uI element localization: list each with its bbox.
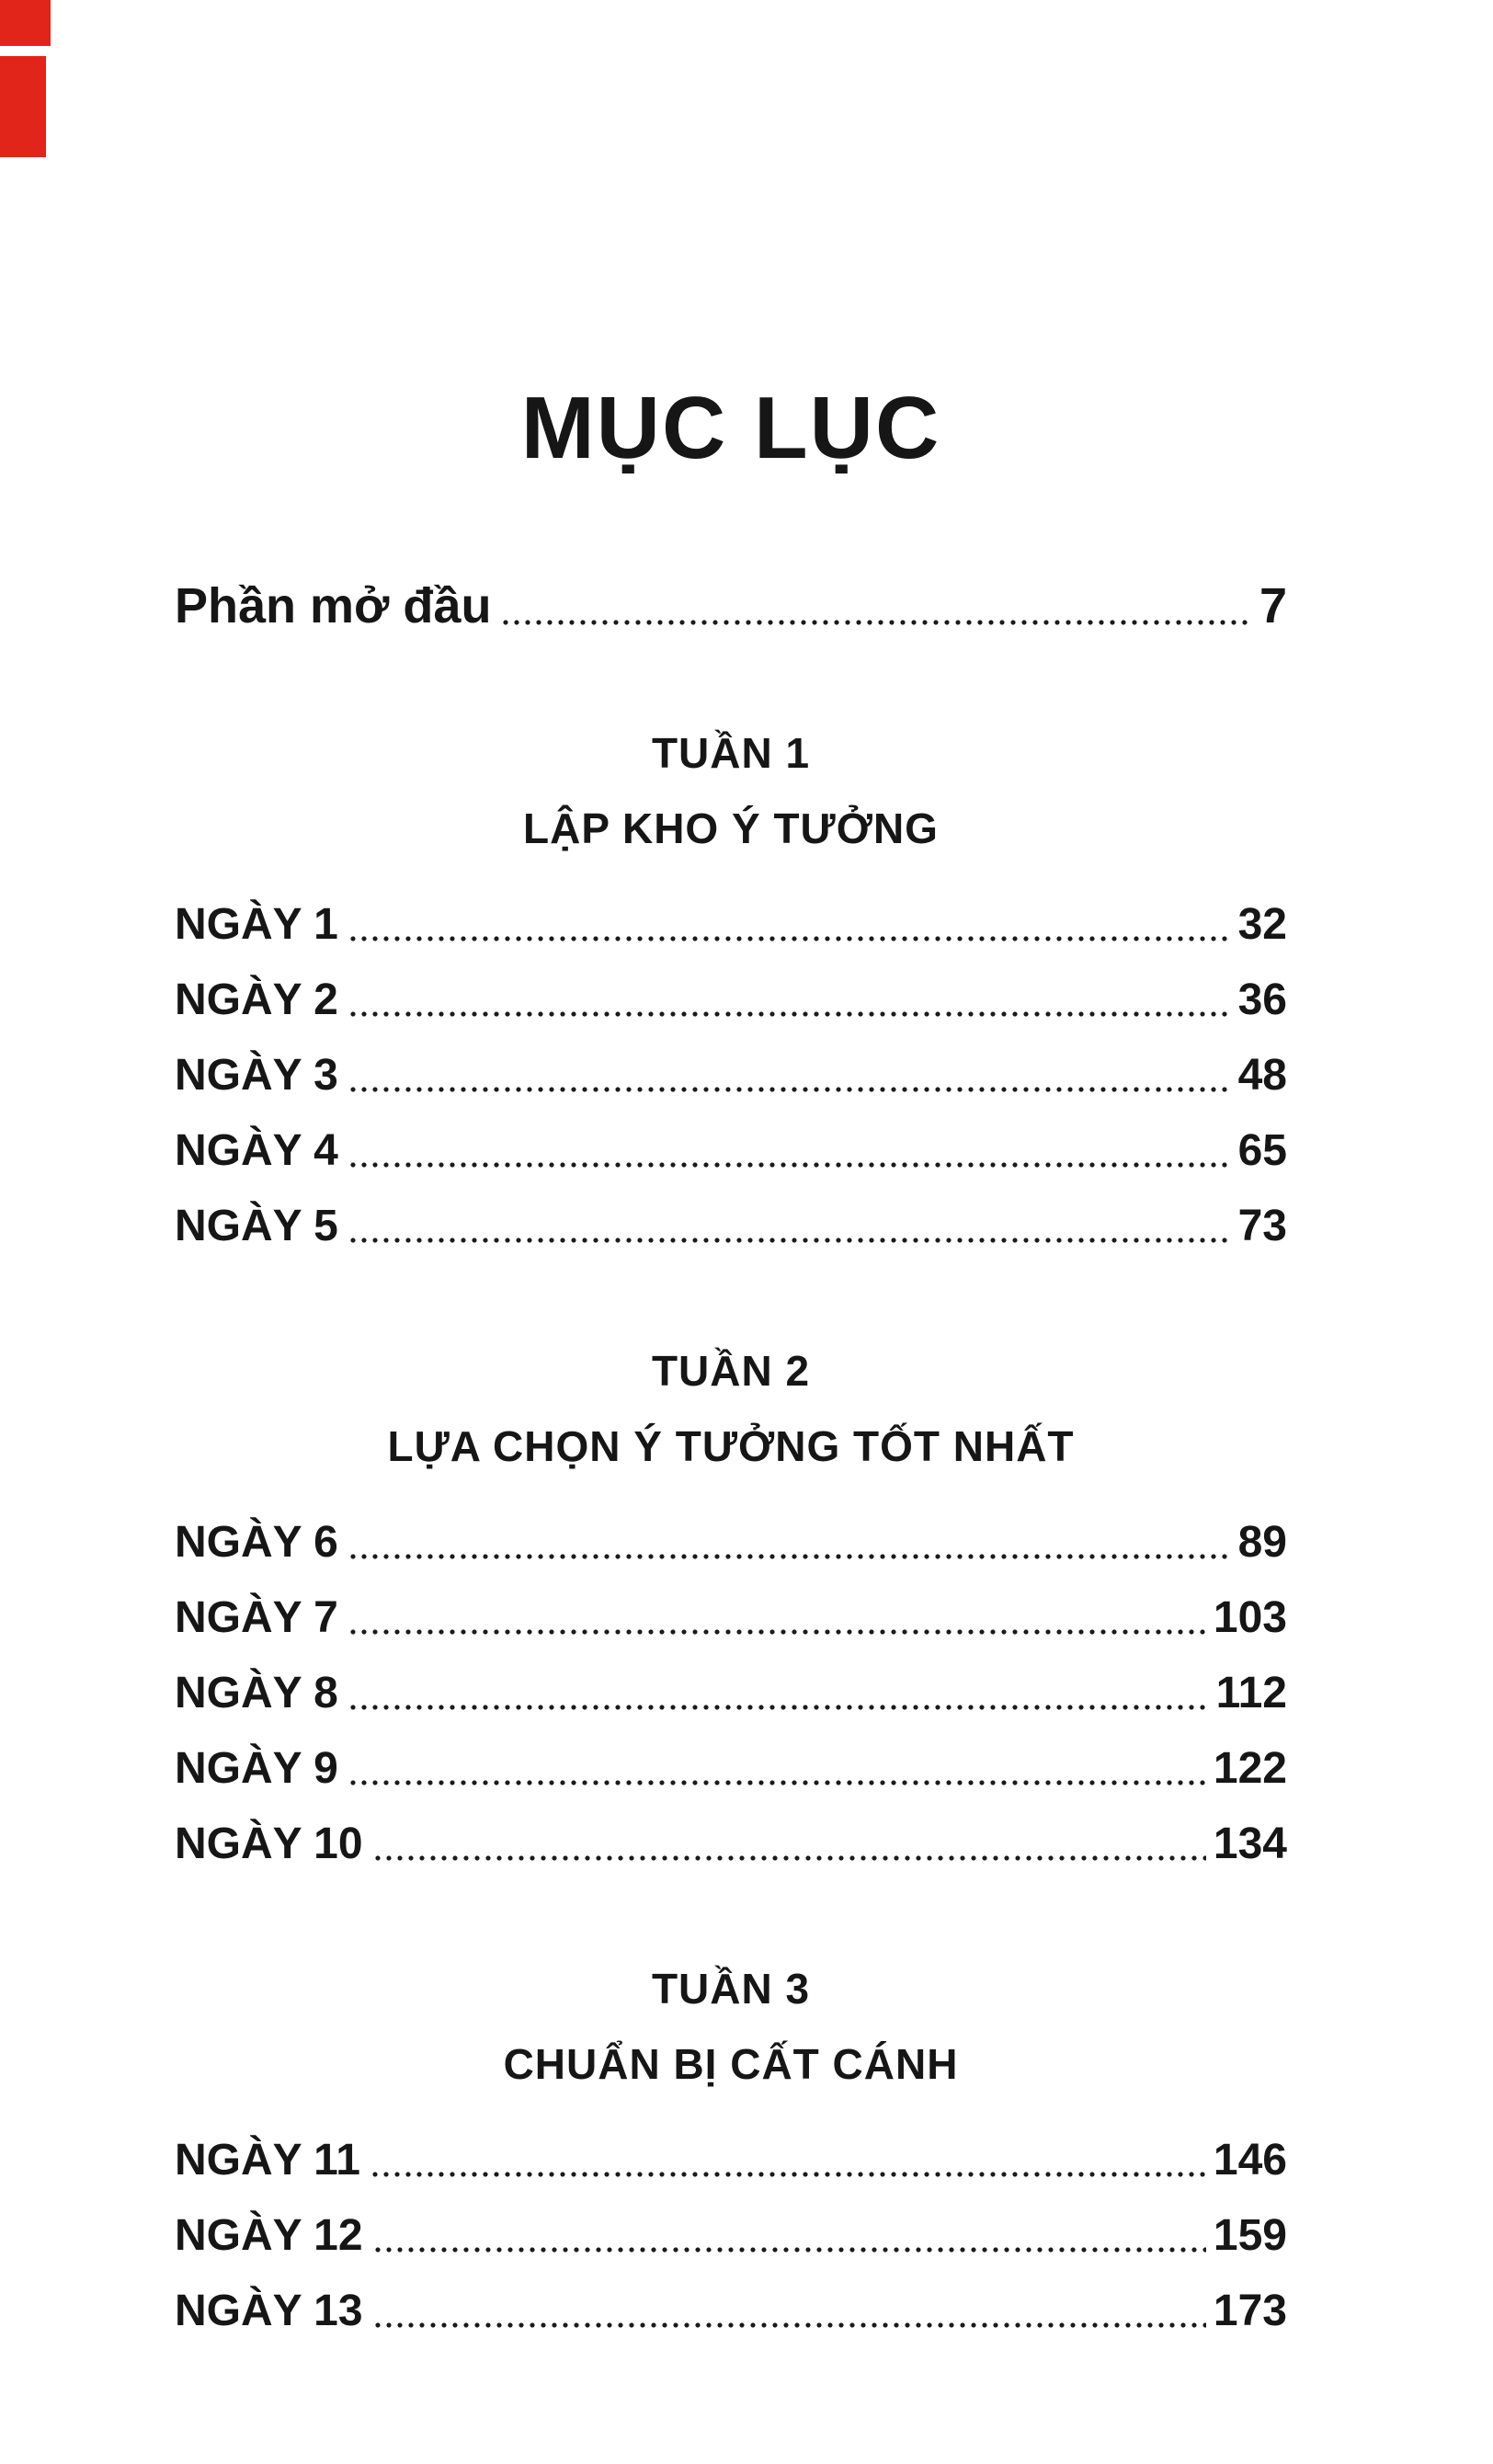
- entry-label: NGÀY 12: [175, 2211, 363, 2260]
- dot-leader: [348, 1085, 1231, 1094]
- dot-leader: [348, 1160, 1231, 1169]
- toc-section-week1: [175, 729, 1287, 1250]
- red-corner-block-top: [0, 0, 51, 46]
- entry-label: NGÀY 4: [175, 1126, 338, 1175]
- entry-label: NGÀY 7: [175, 1593, 338, 1642]
- toc-entry-row: [175, 1204, 1287, 1249]
- toc-entry-row: [175, 1819, 1287, 1868]
- entry-page-number: 36: [1237, 975, 1287, 1024]
- entry-label: NGÀY 8: [175, 1669, 338, 1717]
- entry-page-number: 7: [1259, 578, 1287, 633]
- toc-section-week2: [175, 1347, 1287, 1868]
- entry-label: NGÀY 5: [175, 1202, 338, 1250]
- entry-page-number: 73: [1237, 1202, 1287, 1250]
- toc-entry-row: [175, 1671, 1287, 1716]
- entry-label: NGÀY 2: [175, 975, 338, 1024]
- entry-page-number: 48: [1237, 1051, 1287, 1100]
- entry-page-number: 122: [1213, 1744, 1287, 1793]
- toc-entry-row: [175, 1126, 1287, 1175]
- entry-label: NGÀY 11: [175, 2136, 360, 2185]
- entry-page-number: 103: [1213, 1593, 1287, 1642]
- section-subtitle: CHUẨN BỊ CẤT CÁNH: [503, 2040, 959, 2088]
- section-entries: [175, 900, 1287, 1250]
- dot-leader: [348, 1552, 1231, 1561]
- entry-page-number: 89: [1237, 1518, 1287, 1567]
- entry-label: NGÀY 13: [175, 2287, 363, 2335]
- section-entries: [175, 2136, 1287, 2335]
- dot-leader: [370, 2170, 1206, 2179]
- section-week-title: TUẦN 1: [651, 729, 811, 777]
- entry-page-number: 159: [1213, 2211, 1287, 2260]
- toc-entry-row: [175, 900, 1287, 949]
- entry-label: NGÀY 3: [175, 1051, 338, 1100]
- entry-page-number: 112: [1215, 1669, 1287, 1717]
- toc-intro-row: [175, 578, 1287, 633]
- dot-leader: [348, 1236, 1231, 1245]
- page-title: MỤC LỤC: [520, 379, 941, 477]
- dot-leader: [372, 2321, 1206, 2330]
- dot-leader: [348, 1627, 1206, 1637]
- entry-label: NGÀY 6: [175, 1518, 338, 1567]
- red-corner-block-bottom: [0, 56, 46, 157]
- section-week-title: TUẦN 2: [651, 1347, 811, 1395]
- entry-label: Phần mở đầu: [175, 578, 492, 633]
- entry-page-number: 32: [1237, 900, 1287, 949]
- dot-leader: [348, 1010, 1231, 1019]
- entry-label: NGÀY 9: [175, 1744, 338, 1793]
- entry-label: NGÀY 1: [175, 900, 338, 949]
- red-corner-mark: [0, 0, 51, 157]
- section-week-title: TUẦN 3: [651, 1965, 811, 2013]
- dot-leader: [348, 934, 1231, 943]
- entry-page-number: 134: [1213, 1819, 1287, 1868]
- dot-leader: [372, 2245, 1206, 2254]
- toc-section-week3: [175, 1965, 1287, 2335]
- dot-leader: [348, 1778, 1206, 1787]
- section-subtitle: LỰA CHỌN Ý TƯỞNG TỐT NHẤT: [387, 1422, 1075, 1470]
- section-subtitle: LẬP KHO Ý TƯỞNG: [523, 804, 939, 852]
- dot-leader: [372, 1854, 1206, 1863]
- toc-entry-row: [175, 1051, 1287, 1100]
- toc-entry-row: [175, 2136, 1287, 2185]
- toc-entry-row: [175, 2211, 1287, 2260]
- entry-page-number: 173: [1213, 2287, 1287, 2335]
- dot-leader: [348, 1703, 1209, 1712]
- toc-entry-row: [175, 975, 1287, 1024]
- entry-label: NGÀY 10: [175, 1819, 363, 1868]
- toc-entry-row: [175, 1744, 1287, 1793]
- entry-page-number: 146: [1213, 2136, 1287, 2185]
- toc-entry-row: [175, 2289, 1287, 2333]
- toc-entry-row: [175, 1593, 1287, 1642]
- entry-page-number: 65: [1237, 1126, 1287, 1175]
- section-entries: [175, 1518, 1287, 1868]
- toc-entry-row: [175, 1518, 1287, 1567]
- dot-leader: [500, 618, 1252, 627]
